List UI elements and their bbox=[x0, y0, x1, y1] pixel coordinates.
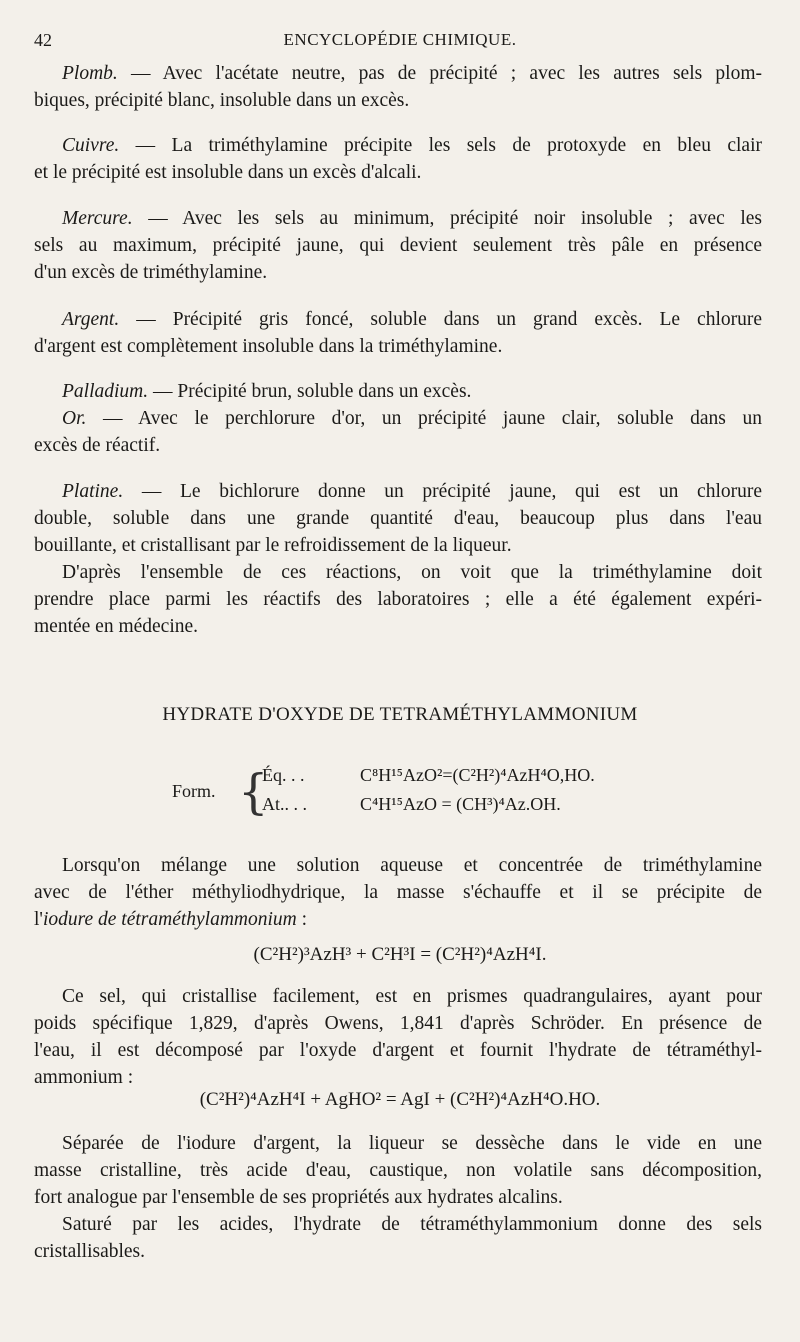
paragraph-conclusion: D'après l'ensemble de ces réactions, on voit que la triméthylamine doit bbox=[62, 562, 762, 583]
page-number: 42 bbox=[34, 30, 52, 50]
formula-equivalent: Éq. . . C⁸H¹⁵AzO²=(C²H²)⁴AzH⁴O,HO. bbox=[262, 765, 595, 785]
term-plomb: Plomb. bbox=[62, 63, 118, 84]
section-title: HYDRATE D'OXYDE DE TETRAMÉTHYLAMMONIUM bbox=[162, 704, 638, 725]
brace-glyph: { bbox=[238, 764, 269, 820]
term-argent: Argent. bbox=[62, 309, 120, 330]
term-iodure: iodure de tétraméthylammonium bbox=[42, 909, 297, 930]
paragraph-cuivre: Cuivre. — La triméthylamine précipite les sels de protoxyde en bleu clair bbox=[62, 135, 763, 156]
reaction-equation-1: (C²H²)³AzH³ + C²H³I = (C²H²)⁴AzH⁴I. bbox=[253, 944, 547, 965]
term-cuivre: Cuivre. bbox=[62, 135, 120, 156]
paragraph-argent: Argent. — Précipité gris foncé, soluble dans un grand excès. Le chlorure bbox=[62, 309, 763, 330]
paragraph-plomb: Plomb. — Avec l'acétate neutre, pas de précipité ; avec les autres sels plom- bbox=[62, 63, 762, 84]
paragraph-sature: Saturé par les acides, l'hydrate de tétraméthylammonium donne des sels bbox=[62, 1214, 762, 1235]
term-mercure: Mercure. bbox=[62, 208, 133, 229]
form-label: Form. bbox=[172, 781, 216, 801]
page-header bbox=[34, 30, 766, 54]
term-platine: Platine. bbox=[62, 481, 124, 502]
reaction-equation-2: (C²H²)⁴AzH⁴I + AgHO² = AgI + (C²H²)⁴AzH⁴O.HO. bbox=[199, 1089, 601, 1110]
paragraph-melange: Lorsqu'on mélange une solution aqueuse et concentrée de triméthylamine bbox=[62, 855, 762, 876]
document-page: 42 ENCYCLOPÉDIE CHIMIQUE. Plomb. — Avec l'acétate neutre, pas de précipité ; avec les autres sels plom- biques, précipité blanc, insoluble dans un excès. Cuivre. — La triméthylamine précipite les sels de protoxyde en bleu clair et le précipité est insoluble dans un excès d'alcali. Mercure. — Avec les sels au minimum, précipité noir insoluble ; avec les sels au maximum, précipité jaune, qui devient seulement très pâle en présence d'un excès de triméthylamine. Argent. — Précipité gris foncé, soluble dans un grand excès. Le chlorure d'argent est complètement insoluble dans la triméthylamine. Palladium. — Précipité brun, soluble dans un excès. Or. — Avec le perchlorure d'or, un précipité jaune clair, soluble dans un excès de réactif. Platine. — Le bichlorure donne un précipité jaune, qui est un chlorure double, soluble dans une grande quantité d'eau, beaucoup plus dans l'eau bouillante, et cristallisant par le refroidissement de la liqueur. D'après l'ensemble de ces réactions, on voit que la triméthylamine doit prendre place parmi les réactifs des laboratoires ; elle a été également expéri- mentée en médecine. HYDRATE D'OXYDE DE TETRAMÉTHYLAMMONIUM Form. { Éq. . . C⁸H¹⁵AzO²=(C²H²)⁴AzH⁴O,HO. At.. . . C⁴H¹⁵AzO = (CH³)⁴Az.OH. Lorsqu'on mélange une solution aqueuse et concentrée de triméthylamine avec de l'éther méthyliodhydrique, la masse s'échauffe et il se précipite de l'iodure de tétraméthylammonium : (C²H²)³AzH³ + C²H³I = (C²H²)⁴AzH⁴I. Ce sel, qui cristallise facilement, est en prismes quadrangulaires, ayant pour poids spécifique 1,829, d'après Owens, 1,841 d'après Schröder. En présence de l'eau, il est décomposé par l'oxyde d'argent et fournit l'hydrate de tétraméthyl- ammonium : (C²H²)⁴AzH⁴I + AgHO² = AgI + (C²H²)⁴AzH⁴O.HO. Séparée de l'iodure d'argent, la liqueur se dessèche dans le vide en une masse cristalline, très acide d'eau, caustique, non volatile sans décomposition, fort analogue par l'ensemble de ses propriétés aux hydrates alcalins. Saturé par les acides, l'hydrate de tétraméthylammonium donne des sels cristallisables. bbox=[0, 0, 800, 1342]
term-or: Or. bbox=[62, 408, 87, 429]
running-head: ENCYCLOPÉDIE CHIMIQUE. bbox=[283, 30, 517, 49]
formula-atomic: At.. . . C⁴H¹⁵AzO = (CH³)⁴Az.OH. bbox=[262, 794, 561, 814]
term-palladium: Palladium. bbox=[62, 381, 149, 402]
paragraph-sel: Ce sel, qui cristallise facilement, est en prismes quadrangulaires, ayant pour bbox=[62, 986, 762, 1007]
formula-block bbox=[172, 763, 692, 827]
paragraph-or: Or. — Avec le perchlorure d'or, un précipité jaune clair, soluble dans un bbox=[62, 408, 763, 429]
paragraph-separee: Séparée de l'iodure d'argent, la liqueur se dessèche dans le vide en une bbox=[62, 1133, 762, 1154]
paragraph-platine: Platine. — Le bichlorure donne un précipité jaune, qui est un chlorure bbox=[62, 481, 763, 502]
paragraph-palladium: Palladium. — Précipité brun, soluble dans un excès. bbox=[62, 381, 472, 402]
paragraph-mercure: Mercure. — Avec les sels au minimum, précipité noir insoluble ; avec les bbox=[62, 208, 762, 229]
